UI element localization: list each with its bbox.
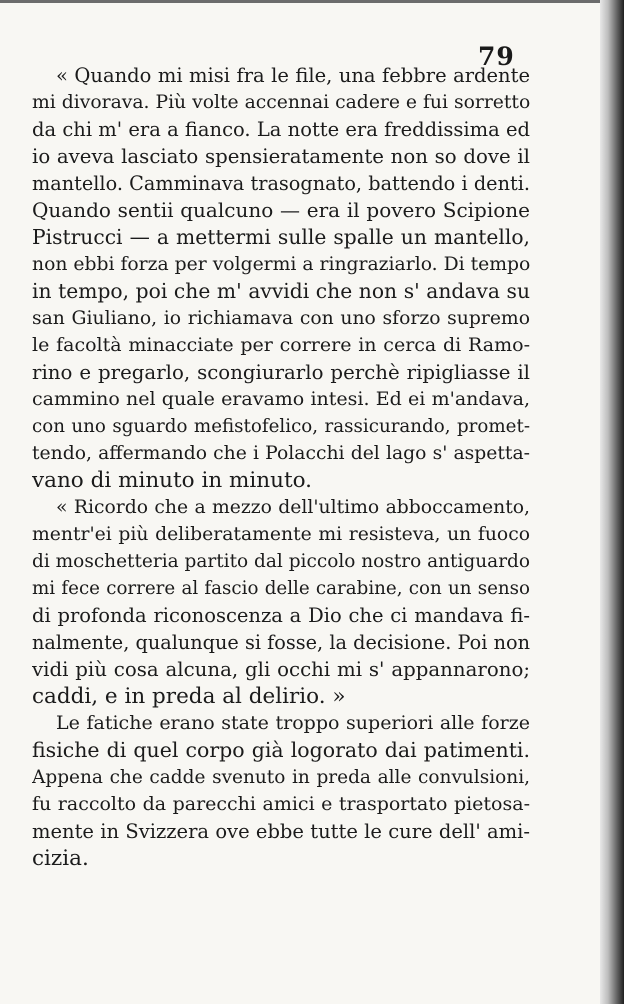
text-line: mente in Svizzera ove ebbe tutte le cure dell' ami- xyxy=(32,820,530,843)
page-body-text xyxy=(32,62,530,872)
text-line: san Giuliano, io richiamava con uno sforzo supremo xyxy=(32,308,530,329)
text-line: Le fatiche erano state troppo superiori alle forze xyxy=(56,712,530,734)
scan-shadow-edge xyxy=(600,0,624,1004)
text-line: di profonda riconoscenza a Dio che ci mandava fi- xyxy=(32,604,530,627)
text-line: tendo, affermando che i Polacchi del lago s' aspetta- xyxy=(32,443,530,464)
text-line: Quando sentii qualcuno — era il povero Scipione xyxy=(32,198,530,222)
text-line: non ebbi forza per volgermi a ringraziarlo. Di tempo xyxy=(32,254,530,275)
text-line: di moschetteria partito dal piccolo nostro antiguardo xyxy=(32,551,530,572)
text-line: caddi, e in preda al delirio. » xyxy=(32,684,346,709)
text-line: le facoltà minacciate per correre in cerca di Ramo- xyxy=(32,334,530,356)
text-line: vidi più cosa alcuna, gli occhi mi s' appannarono; xyxy=(32,658,530,681)
text-line: nalmente, qualunque si fosse, la decisione. Poi non xyxy=(32,631,530,654)
text-line: cammino nel quale eravamo intesi. Ed ei m'andava, xyxy=(32,388,530,410)
text-line: rino e pregarlo, scongiurarlo perchè ripigliasse il xyxy=(32,361,530,384)
text-line: « Ricordo che a mezzo dell'ultimo abboccamento, xyxy=(56,497,530,518)
text-line: mantello. Camminava trasognato, battendo i denti. xyxy=(32,172,530,195)
page-number: 79 xyxy=(478,42,515,71)
text-line: « Quando mi misi fra le file, una febbre ardente xyxy=(56,64,530,87)
text-line: mi divorava. Più volte accennai cadere e fui sorretto xyxy=(32,92,530,113)
text-line: Pistrucci — a mettermi sulle spalle un mantello, xyxy=(32,225,530,249)
page-top-edge xyxy=(0,0,600,3)
text-line: con uno sguardo mefistofelico, rassicurando, promet- xyxy=(32,416,530,437)
text-line: mentr'ei più deliberatamente mi resisteva, un fuoco xyxy=(32,524,530,545)
text-line: cizia. xyxy=(32,846,89,871)
text-line: fisiche di quel corpo già logorato dai patimenti. xyxy=(32,738,530,762)
text-line: fu raccolto da parecchi amici e trasportato pietosa- xyxy=(32,793,530,815)
text-line: io aveva lasciato spensieratamente non so dove il xyxy=(32,145,530,168)
text-line: Appena che cadde svenuto in preda alle convulsioni, xyxy=(32,767,530,788)
text-line: mi fece correre al fascio delle carabine, con un senso xyxy=(32,578,530,599)
text-line: da chi m' era a fianco. La notte era freddissima ed xyxy=(32,118,530,141)
text-line: in tempo, poi che m' avvidi che non s' andava su xyxy=(32,279,530,303)
text-line: vano di minuto in minuto. xyxy=(32,468,312,493)
